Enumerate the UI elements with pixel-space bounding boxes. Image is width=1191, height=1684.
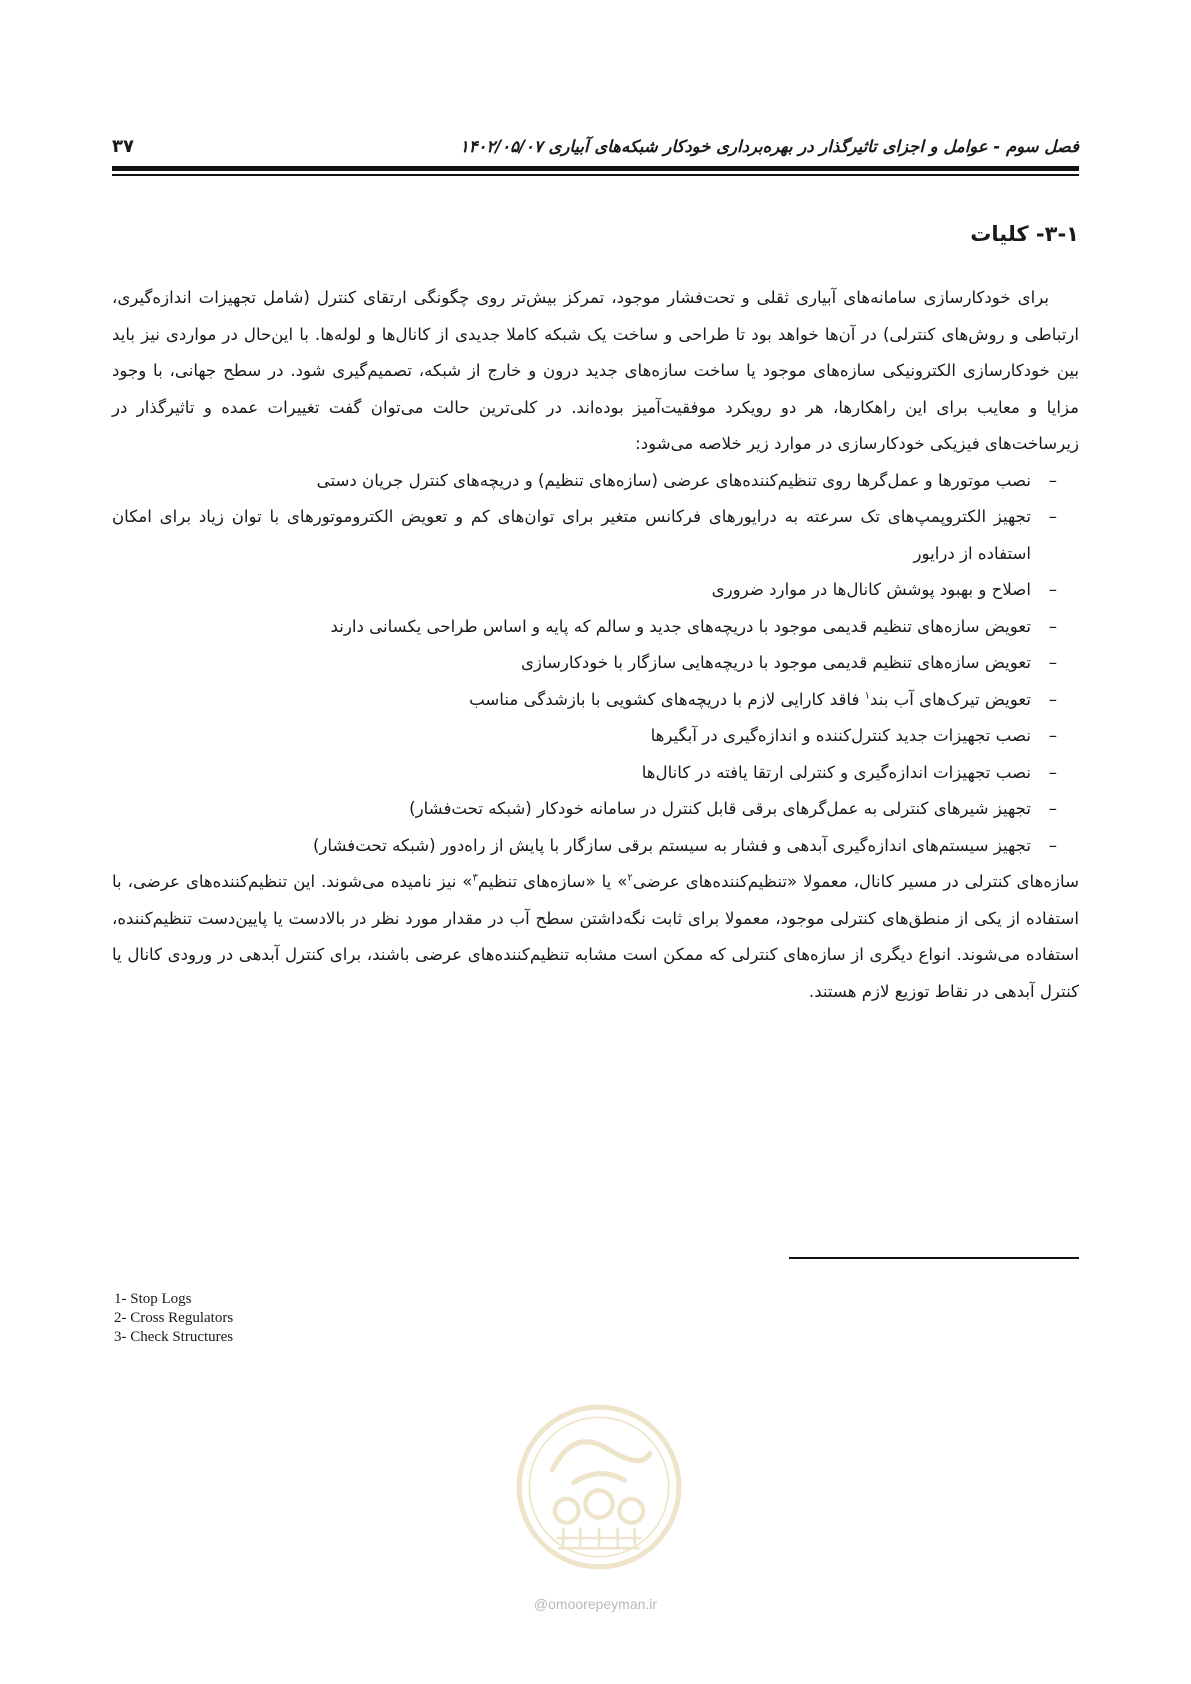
body-text xyxy=(112,280,1079,1010)
section-heading: ۳-۱- کلیات xyxy=(970,222,1079,246)
bullet-item xyxy=(112,828,1057,865)
bullet-item xyxy=(112,463,1057,500)
bullet-text: اصلاح و بهبود پوشش کانال‌ها در موارد ضروری xyxy=(711,580,1031,599)
bullet-dash: – xyxy=(1048,616,1057,636)
intro-paragraph: برای خودکارسازی سامانه‌های آبیاری ثقلی و تحت‌فشار موجود، تمرکز بیش‌تر روی چگونگی ارتقای کنترل (شامل تجهیزات اندازه‌گیری، ارتباطی و روش‌های کنترلی) در آن‌ها خواهد بود تا طراحی و ساخت یک شبکه کاملا جدیدی از کانال‌ها و لوله‌ها. با این‌حال در مواردی نیز باید بین خودکارسازی الکترونیکی سازه‌های موجود یا ساخت سازه‌های جدید درون و خارج از شبکه، تصمیم‌گیری شود. در سطح جهانی، با وجود مزایا و معایب برای این راهکارها، هر دو رویکرد موفقیت‌آمیز بوده‌اند. در کلی‌ترین حالت می‌توان گفت تغییرات عمده و تاثیرگذار در زیرساخت‌های فیزیکی خودکارسازی در موارد زیر خلاصه می‌شود: xyxy=(112,288,1079,453)
bullet-text: تعویض تیرک‌های آب بند xyxy=(870,689,1031,709)
bullet-dash: – xyxy=(1048,470,1057,490)
structures-text-2: » یا «سازه‌های تنظیم xyxy=(477,872,628,891)
bullet-item xyxy=(112,682,1057,719)
bullet-item xyxy=(112,791,1057,828)
running-header xyxy=(112,128,1079,164)
bullet-dash: – xyxy=(1048,580,1057,599)
bullet-dash: – xyxy=(1048,653,1057,672)
footnote-separator xyxy=(789,1257,1079,1259)
bullet-dash: – xyxy=(1048,799,1057,818)
bullet-text: تعویض سازه‌های تنظیم قدیمی موجود با دریچه‌هایی سازگار با خودکارسازی xyxy=(520,653,1031,672)
watermark-logo xyxy=(514,1402,684,1572)
bullet-item xyxy=(112,755,1057,792)
bullet-item xyxy=(112,645,1057,682)
bullet-dash: – xyxy=(1048,762,1057,782)
header-title: فصل سوم - عوامل و اجزای تاثیرگذار در بهره‌برداری خودکار شبکه‌های آبیاری ۱۴۰۲/۰۵/۰۷ xyxy=(459,136,1079,156)
header-rule-thick xyxy=(112,166,1079,171)
footnote-1: 1- Stop Logs xyxy=(114,1291,192,1307)
page-number: ۳۷ xyxy=(112,135,134,157)
bullet-text: تجهیز الکتروپمپ‌های تک سرعته به درایورهای فرکانس متغیر برای توان‌های کم و تعویض الکتروموتورهای با توان زیاد برای امکان استفاده از درایور xyxy=(112,507,1031,563)
bullet-item xyxy=(112,718,1057,755)
bullet-text: نصب تجهیزات اندازه‌گیری و کنترلی ارتقا یافته در کانال‌ها xyxy=(641,762,1031,782)
header-rule-thin xyxy=(112,174,1079,176)
watermark-url: @omoorepeyman.ir xyxy=(533,1596,658,1612)
footnote-ref-1[interactable]: ۱ xyxy=(864,689,871,701)
bullet-dash: – xyxy=(1048,835,1057,855)
footnotes xyxy=(114,1290,233,1347)
bullet-list xyxy=(112,463,1079,865)
bullet-text: تجهیز سیستم‌های اندازه‌گیری آبدهی و فشار به سیستم برقی سازگار با پایش از راه‌دور (شبکه تحت‌فشار) xyxy=(312,835,1031,855)
footnote-ref-3[interactable]: ۳ xyxy=(472,872,478,884)
bullet-text: تعویض سازه‌های تنظیم قدیمی موجود با دریچه‌های جدید و سالم که پایه و اساس طراحی یکسانی دارند xyxy=(330,616,1031,636)
structures-text-3: » نیز نامیده می‌شوند. این تنظیم‌کننده‌های عرضی، با استفاده از یکی از منطق‌های کنترلی موجود، معمولا برای ثابت نگه‌داشتن سطح آب در مقدار مورد نظر در بالادست یا پایین‌دست تنظیم‌کننده، استفاده می‌شوند. انواع دیگری از سازه‌های کنترلی که ممکن است مشابه تنظیم‌کننده‌های عرضی باشند، برای کنترل آبدهی در ورودی کانال یا کنترل آبدهی در نقاط توزیع لازم هستند. xyxy=(112,872,1079,1001)
bullet-text: نصب تجهیزات جدید کنترل‌کننده و اندازه‌گیری در آبگیرها xyxy=(650,726,1031,745)
bullet-text-continued: فاقد کارایی لازم با دریچه‌های کشویی با بازشدگی مناسب xyxy=(469,689,865,709)
bullet-item xyxy=(112,609,1057,646)
bullet-dash: – xyxy=(1048,726,1057,745)
bullet-dash: – xyxy=(1048,689,1057,709)
footnote-3: 3- Check Structures xyxy=(114,1329,234,1345)
structures-text-1: سازه‌های کنترلی در مسیر کانال، معمولا «تنظیم‌کننده‌های عرضی xyxy=(632,872,1079,891)
bullet-dash: – xyxy=(1048,507,1057,526)
bullet-item xyxy=(112,499,1057,572)
footnote-2: 2- Cross Regulators xyxy=(114,1310,234,1326)
bullet-item xyxy=(112,572,1057,609)
bullet-text: تجهیز شیرهای کنترلی به عمل‌گرهای برقی قابل کنترل در سامانه خودکار (شبکه تحت‌فشار) xyxy=(409,799,1031,818)
structures-paragraph xyxy=(112,864,1079,1010)
bullet-text: نصب موتورها و عمل‌گرها روی تنظیم‌کننده‌های عرضی (سازه‌های تنظیم) و دریچه‌های کنترل جریان دستی xyxy=(316,470,1031,490)
footnote-ref-2[interactable]: ۲ xyxy=(627,872,633,884)
